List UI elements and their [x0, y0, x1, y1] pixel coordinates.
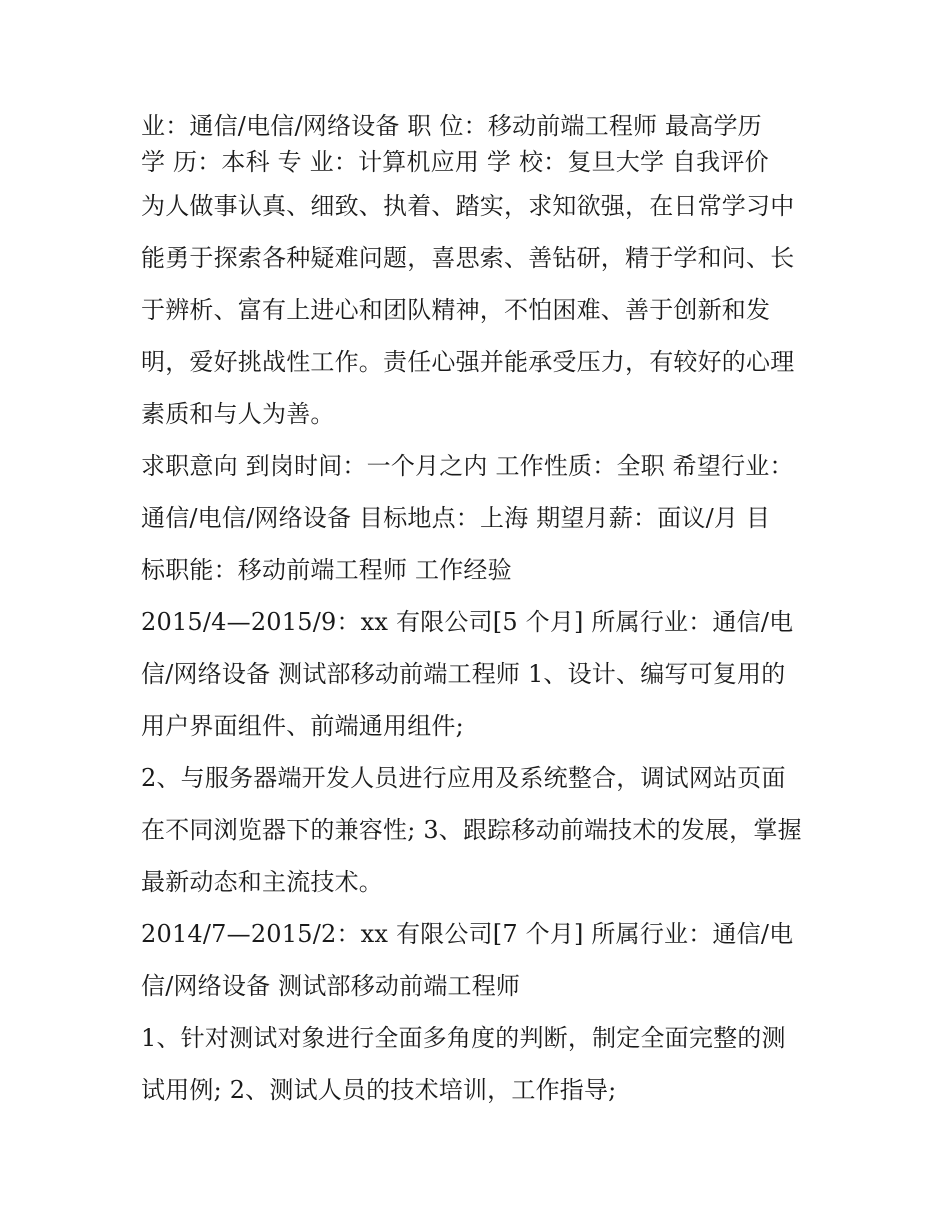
- text-line-experience-2-header: 2014/7—2015/2：xx 有限公司[7 个月] 所属行业：通信/电: [141, 920, 794, 948]
- text-line-experience-1-detail-1: 信/网络设备 测试部移动前端工程师 1、设计、编写可复用的: [141, 660, 786, 688]
- text-line-experience-1-header: 2015/4—2015/9：xx 有限公司[5 个月] 所属行业：通信/电: [141, 608, 794, 636]
- text-line-self-evaluation-5: 素质和与人为善。: [141, 400, 335, 428]
- text-line-experience-2-detail-1: 信/网络设备 测试部移动前端工程师: [141, 972, 521, 1000]
- text-line-self-evaluation-3: 于辨析、富有上进心和团队精神，不怕困难、善于创新和发: [141, 296, 771, 324]
- text-line-self-evaluation-1: 为人做事认真、细致、执着、踏实，求知欲强，在日常学习中: [141, 192, 795, 220]
- text-line-experience-1-detail-4: 在不同浏览器下的兼容性; 3、跟踪移动前端技术的发展，掌握: [141, 816, 802, 844]
- document-body: [141, 108, 841, 1116]
- text-line-experience-1-detail-2: 用户界面组件、前端通用组件;: [141, 712, 464, 740]
- text-line-experience-2-detail-2: 1、针对测试对象进行全面多角度的判断，制定全面完整的测: [141, 1024, 786, 1052]
- text-line-self-evaluation-4: 明，爱好挑战性工作。责任心强并能承受压力，有较好的心理: [141, 348, 795, 376]
- text-line-education-self-evaluation: 学 历：本科 专 业：计算机应用 学 校：复旦大学 自我评价: [141, 148, 769, 176]
- text-line-experience-1-detail-5: 最新动态和主流技术。: [141, 868, 383, 896]
- text-line-job-intention-1: 求职意向 到岗时间：一个月之内 工作性质：全职 希望行业：: [141, 452, 794, 480]
- text-line-job-intention-3: 标职能：移动前端工程师 工作经验: [141, 556, 512, 584]
- text-line-experience-2-detail-3: 试用例; 2、测试人员的技术培训，工作指导;: [141, 1076, 617, 1104]
- text-line-job-industry-position: 业：通信/电信/网络设备 职 位：移动前端工程师 最高学历: [141, 112, 762, 140]
- text-line-self-evaluation-2: 能勇于探索各种疑难问题，喜思索、善钻研，精于学和问、长: [141, 244, 795, 272]
- text-line-experience-1-detail-3: 2、与服务器端开发人员进行应用及系统整合，调试网站页面: [141, 764, 786, 792]
- text-line-job-intention-2: 通信/电信/网络设备 目标地点：上海 期望月薪：面议/月 目: [141, 504, 771, 532]
